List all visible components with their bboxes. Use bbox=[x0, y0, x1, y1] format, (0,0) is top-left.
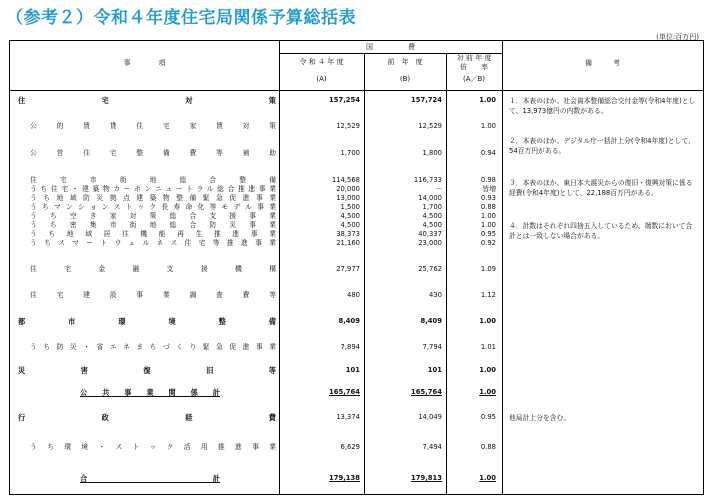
row-label: うち地域居住機能再生推進事業 bbox=[30, 230, 276, 238]
row-prev: 12,529 bbox=[418, 122, 442, 130]
row-label: うち密集市街地総合防災事業 bbox=[30, 221, 276, 229]
header-remarks: 備 考 bbox=[585, 59, 620, 67]
row-current: 12,529 bbox=[336, 122, 360, 130]
row-prev: 23,000 bbox=[418, 239, 442, 247]
row-prev: 165,764 bbox=[411, 388, 442, 396]
row-ratio: 0.95 bbox=[480, 413, 496, 421]
row-ratio: 0.88 bbox=[480, 203, 496, 211]
row-ratio: 0.98 bbox=[480, 176, 496, 184]
row-current: 4,500 bbox=[340, 221, 360, 229]
row-ratio: 1.00 bbox=[479, 474, 496, 482]
row-current: 101 bbox=[345, 366, 360, 374]
row-current: 179,138 bbox=[329, 474, 360, 482]
row-label: うち地域防災拠点建築物整備緊急促進事業 bbox=[30, 194, 276, 202]
row-prev: 7,494 bbox=[422, 443, 442, 451]
header-current: 令 和 ４ 年 度 bbox=[299, 58, 344, 66]
row-current: 38,373 bbox=[336, 230, 360, 238]
row-ratio: 1.00 bbox=[479, 317, 496, 325]
row-current: 1,500 bbox=[340, 203, 360, 211]
row-label: うち環境・ストック活用推進事業 bbox=[30, 443, 276, 451]
header-prev: 前 年 度 bbox=[387, 58, 423, 66]
row-prev: 179,813 bbox=[411, 474, 442, 482]
row-prev: 7,794 bbox=[422, 343, 442, 351]
row-prev: 1,800 bbox=[422, 149, 442, 157]
page-title: （参考２）令和４年度住宅局関係予算総括表 bbox=[6, 8, 356, 28]
row-current: 27,977 bbox=[336, 265, 360, 273]
header-item: 事 項 bbox=[123, 59, 166, 67]
row-current: 13,000 bbox=[336, 194, 360, 202]
row-prev: 4,500 bbox=[422, 212, 442, 220]
row-label: うちスマートウェルネス住宅等推進事業 bbox=[30, 239, 276, 247]
row-current: 13,374 bbox=[336, 413, 360, 421]
row-current: 7,894 bbox=[340, 343, 360, 351]
row-ratio: 1.12 bbox=[480, 291, 496, 299]
row-prev: 14,049 bbox=[418, 413, 442, 421]
row-prev: 14,000 bbox=[418, 194, 442, 202]
row-current: 20,000 bbox=[336, 185, 360, 193]
remark-note: ２．本表のほか、デジタル庁一括計上分(令和4年度)として、54百万円がある。 bbox=[509, 137, 695, 155]
row-ratio: 1.00 bbox=[480, 221, 496, 229]
row-label: うちマンションストック長寿命化等モデル事業 bbox=[30, 203, 276, 211]
header-ratio-2: 倍 率 bbox=[460, 63, 488, 71]
row-ratio: 1.00 bbox=[479, 366, 496, 374]
row-ratio: 1.09 bbox=[480, 265, 496, 273]
row-current: 157,254 bbox=[329, 96, 360, 104]
col-divider bbox=[364, 53, 365, 494]
row-ratio: 1.00 bbox=[479, 96, 496, 104]
row-prev: 8,409 bbox=[420, 317, 442, 325]
row-label: 住宅市街地総合整備 bbox=[30, 176, 276, 184]
row-label: 行政経費 bbox=[18, 413, 276, 422]
row-label: うち空き家対策総合支援事業 bbox=[30, 212, 276, 220]
row-ratio: 0.88 bbox=[480, 443, 496, 451]
row-label: 住宅対策 bbox=[18, 96, 276, 105]
row-current: 165,764 bbox=[329, 388, 360, 396]
remark-note: １．本表のほか、社会資本整備総合交付金等(令和4年度)として、13,973億円の内数がある。 bbox=[509, 97, 696, 115]
remark-note: ４．計数はそれぞれ四捨五入しているため、端数において合計とは一致しない場合がある。 bbox=[509, 222, 693, 240]
header-prev-mark: (B) bbox=[399, 75, 411, 83]
row-current: 1,700 bbox=[340, 149, 360, 157]
header-ratio-1: 対 前 年 度 bbox=[456, 54, 492, 62]
row-ratio: 0.94 bbox=[480, 149, 496, 157]
row-current: 4,500 bbox=[340, 212, 360, 220]
row-prev: 4,500 bbox=[422, 221, 442, 229]
row-current: 8,409 bbox=[338, 317, 360, 325]
row-prev: － bbox=[435, 185, 442, 193]
header-current-mark: (A) bbox=[316, 75, 327, 83]
row-prev: 25,762 bbox=[418, 265, 442, 273]
row-prev: 101 bbox=[427, 366, 442, 374]
row-current: 21,160 bbox=[336, 239, 360, 247]
remark-note: 他局計上分を含む。 bbox=[509, 414, 571, 422]
row-label: 災害復旧等 bbox=[18, 366, 276, 375]
header-divider bbox=[10, 90, 703, 91]
header-kuni: 国 費 bbox=[366, 43, 415, 51]
remark-note: ３．本表のほか、東日本大震災からの復旧・復興対策に係る経費(令和4年度)として、22,188百万円がある。 bbox=[509, 179, 693, 197]
row-label: 公共事業関係計 bbox=[80, 388, 220, 397]
col-divider bbox=[446, 53, 447, 494]
row-label: うち住宅・建築物カーボンニュートラル総合推進事業 bbox=[30, 185, 276, 193]
budget-table bbox=[9, 40, 704, 495]
row-prev: 116,733 bbox=[413, 176, 442, 184]
row-ratio: 0.92 bbox=[480, 239, 496, 247]
row-prev: 1,700 bbox=[422, 203, 442, 211]
row-label: 住宅建設事業調査費等 bbox=[30, 291, 276, 299]
row-label: 合計 bbox=[80, 474, 220, 483]
row-label: 都市環境整備 bbox=[18, 317, 276, 326]
row-ratio: 1.00 bbox=[480, 122, 496, 130]
header-ratio-mark: (A／B) bbox=[462, 75, 486, 83]
row-ratio: 1.01 bbox=[480, 343, 496, 351]
row-prev: 40,337 bbox=[418, 230, 442, 238]
col-divider bbox=[502, 41, 503, 494]
row-current: 480 bbox=[347, 291, 360, 299]
unit-label: (単位:百万円) bbox=[656, 33, 699, 41]
row-ratio: 1.00 bbox=[480, 212, 496, 220]
row-label: 公営住宅整備費等補助 bbox=[30, 149, 276, 157]
row-label: 住宅金融支援機構 bbox=[30, 265, 276, 273]
row-ratio: 0.93 bbox=[480, 194, 496, 202]
row-prev: 430 bbox=[429, 291, 442, 299]
row-prev: 157,724 bbox=[411, 96, 442, 104]
row-current: 114,568 bbox=[331, 176, 360, 184]
row-current: 6,629 bbox=[340, 443, 360, 451]
row-label: 公的賃貸住宅家賃対策 bbox=[30, 122, 276, 130]
row-ratio: 0.95 bbox=[480, 230, 496, 238]
row-ratio: 1.00 bbox=[479, 388, 496, 396]
row-label: うち防災・省エネまちづくり緊急促進事業 bbox=[30, 343, 276, 351]
row-ratio: 皆増 bbox=[482, 185, 496, 193]
